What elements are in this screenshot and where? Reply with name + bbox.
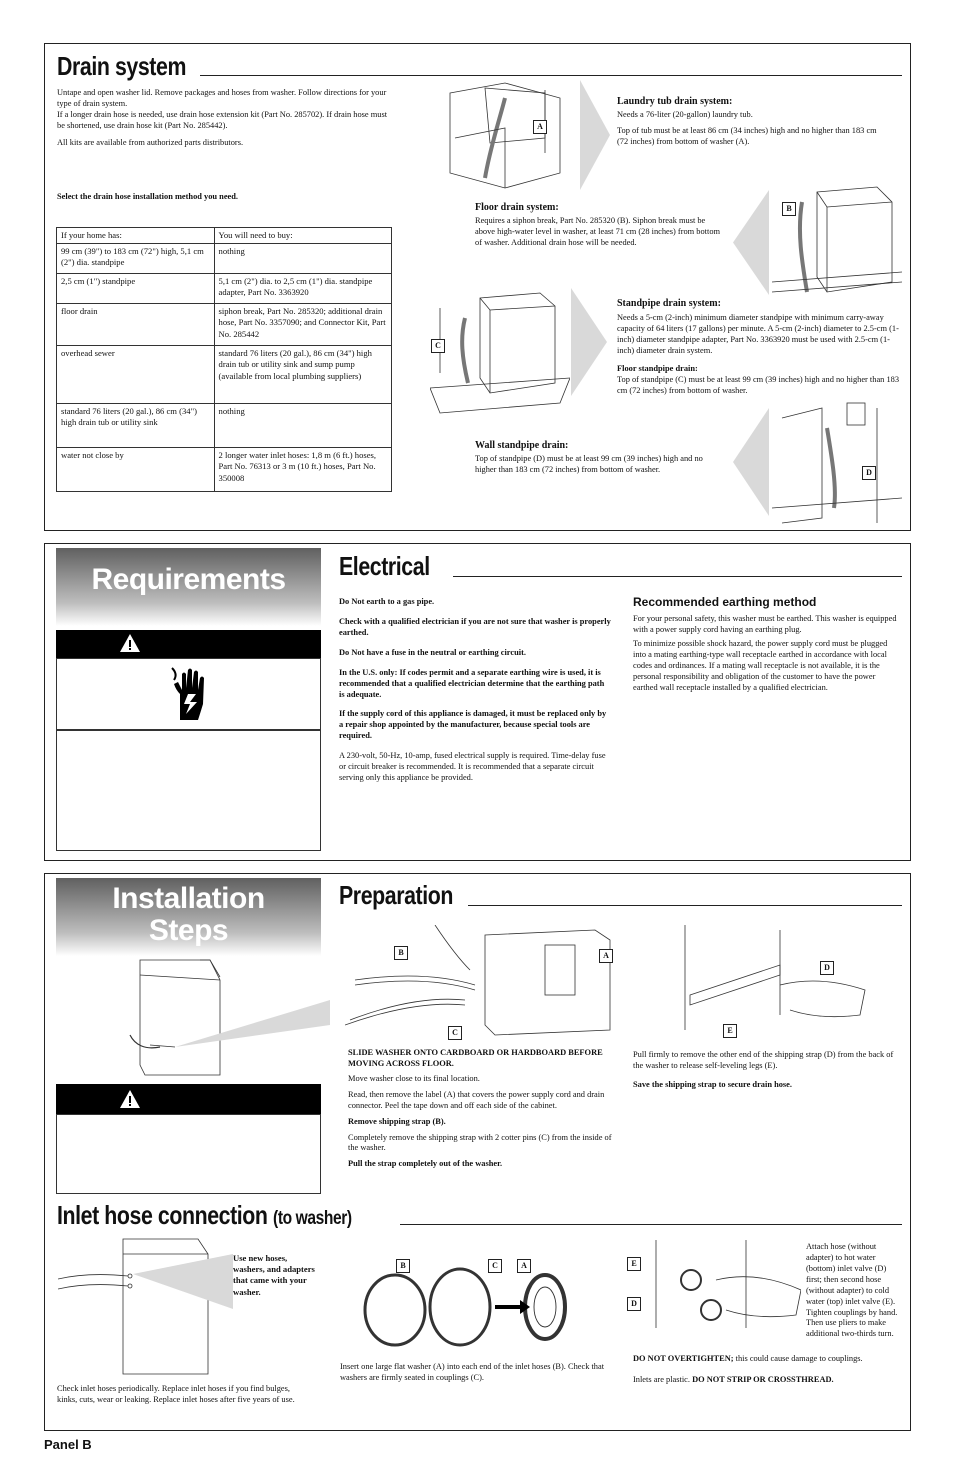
inlet-overtighten-text: this could cause damage to couplings.: [733, 1354, 863, 1363]
preparation-title: Preparation: [339, 880, 453, 910]
table-row: [57, 304, 392, 346]
table-row: [57, 448, 392, 492]
electrical-para-5: If the supply cord of this appliance is damaged, it must be replaced only by a repair shop appointed by the manufacturer, because special tools are required.: [339, 709, 607, 741]
inlet-insert-text: Insert one large flat washer (A) into each end of the inlet hoses (B). Check that washers are firmly seated in couplings (C).: [340, 1362, 605, 1382]
prep-bold-3: Pull the strap completely out of the washer.: [348, 1159, 503, 1169]
electrical-para-2: Check with a qualified electrician if you are not sure that washer is properly earthed.: [339, 616, 611, 637]
inlet-label-c: C: [488, 1259, 502, 1273]
table-cell: water not close by: [57, 448, 215, 492]
inlet-check-text: Check inlet hoses periodically. Replace inlet hoses if you find bulges, kinks, cuts, wear or leaking. Replace inlet hoses after five years of use.: [57, 1384, 295, 1404]
inlet-washer-insert-illustration: [355, 1260, 575, 1355]
floor-standpipe-title: Floor standpipe drain:: [617, 364, 698, 373]
standpipe-title: Standpipe drain system:: [617, 298, 721, 309]
strap-removal-illustration: [670, 920, 870, 1038]
inlet-title-rule: [400, 1224, 902, 1225]
table-cell: nothing: [214, 244, 391, 274]
electrical-supply-text: A 230-volt, 50-Hz, 10-amp, fused electrical supply is required. Time-delay fuse or circuit breaker is recommended. It is recommended that a separate circuit serving only this appliance be provided.: [339, 751, 606, 783]
drain-select-text: Select the drain hose installation method you need.: [57, 192, 238, 201]
label-c: C: [431, 339, 445, 353]
drain-intro-1: Untape and open washer lid. Remove packages and hoses from washer. Follow directions for your type of drain system.: [57, 88, 387, 108]
electrical-para-1: Do Not earth to a gas pipe.: [339, 597, 435, 606]
floor-drain-text: Requires a siphon break, Part No. 285320 (B). Siphon break must be above high-water level in washer, at least 71 cm (28 inches) from bottom of washer. Additional drain hose will be needed.: [475, 216, 721, 247]
recommended-title: Recommended earthing method: [633, 595, 817, 609]
inlet-label-d: D: [627, 1297, 641, 1311]
requirements-banner: [56, 548, 321, 626]
standpipe-text: Needs a 5-cm (2-inch) minimum diameter standpipe with minimum carry-away capacity of 64 liters (17 gallons) per minute. A 5-cm (2-inch) diameter to 2.5-cm (1-inch) diameter standpipe adapter, Part No. 3363920 must be used with 2.5-cm (1-inch) diameter drain system.: [617, 313, 899, 355]
laundry-text-2: Top of tub must be at least 86 cm (34 inches) high and no higher than 183 cm (72 inches) from bottom of washer (A).: [617, 126, 877, 146]
table-cell: nothing: [214, 404, 391, 448]
table-row: [57, 244, 392, 274]
prep-label-b: B: [394, 946, 408, 960]
prep-label-d: D: [820, 961, 834, 975]
inlet-label-b: B: [396, 1259, 410, 1273]
inlet-attach-illustration: [626, 1240, 801, 1328]
warning-box-3: [56, 1114, 321, 1194]
drain-requirements-table: [56, 227, 392, 492]
washer-illustration: [120, 955, 330, 1080]
preparation-title-rule: [468, 905, 902, 906]
prep-text-3: Completely remove the shipping strap with 2 cotter pins (C) from the inside of the washer.: [348, 1132, 612, 1153]
warning-icon-2: [119, 1089, 141, 1113]
inlet-overtighten-line: [633, 1354, 901, 1365]
wall-standpipe-text: Top of standpipe (D) must be at least 99 cm (39 inches) high and no higher than 183 cm (72 inches) from bottom of washer.: [475, 454, 703, 474]
table-cell: standard 76 liters (20 gal.), 86 cm (34") high drain tub or utility sink: [57, 404, 215, 448]
prep-column-right: [633, 1050, 901, 1096]
requirements-banner-text: Requirements: [91, 563, 286, 596]
inlet-washer-illustration: [58, 1234, 233, 1379]
installation-banner: [56, 878, 321, 956]
electrical-title-rule: [453, 576, 902, 577]
inlet-title: [57, 1199, 352, 1233]
drain-title-rule: [200, 75, 902, 76]
prep-bold-1: SLIDE WASHER ONTO CARDBOARD OR HARDBOARD BEFORE MOVING ACROSS FLOOR.: [348, 1048, 603, 1068]
table-cell: standard 76 liters (20 gal.), 86 cm (34") high drain tub or utility sink and sump pump (available from local plumbing suppliers): [214, 346, 391, 404]
prep-label-a: A: [599, 949, 613, 963]
prep-text-4: Pull firmly to remove the other end of the shipping strap (D) from the back of the washer to release self-leveling legs (E).: [633, 1050, 894, 1070]
table-cell: 2 longer water inlet hoses: 1,8 m (6 ft.) hoses, Part No. 76313 or 3 m (10 ft.) hoses, Part No. 350008: [214, 448, 391, 492]
drain-intro-3: All kits are available from authorized parts distributors.: [57, 137, 244, 147]
panel-label: Panel B: [44, 1437, 92, 1452]
prep-label-e: E: [723, 1024, 737, 1038]
prep-column-left: [348, 1048, 616, 1175]
electrical-title: Electrical: [339, 551, 430, 581]
recommended-text-2: To minimize possible shock hazard, the power supply cord must be plugged into a mating earthing-type wall receptacle earthed in accordance with local codes and ordinances. If a mating wall receptacle is not available, it is the personal responsibility and obligation of the customer to have the power earthed wall receptacle installed by a qualified electrician.: [633, 638, 888, 692]
table-cell: siphon break, Part No. 285320; additional drain hose, Part No. 3357090; and Connector Kit, Part No. 285442: [214, 304, 391, 346]
laundry-title: Laundry tub drain system:: [617, 96, 733, 107]
inlet-label-a: A: [517, 1259, 531, 1273]
label-a: A: [533, 120, 547, 134]
warning-bar-2: [56, 1084, 321, 1114]
table-row: [57, 404, 392, 448]
inlet-new-hoses-text: Use new hoses, washers, and adapters that came with your washer.: [233, 1253, 315, 1297]
table-header-cell: You will need to buy:: [214, 228, 391, 244]
drain-intro-2: If a longer drain hose is needed, use drain hose extension kit (Part No. 285702). If drain hose must be shortened, use drain hose kit (Part No. 285442).: [57, 109, 388, 130]
prep-label-c: C: [448, 1026, 462, 1040]
laundry-text-1: Needs a 76-liter (20-gallon) laundry tub.: [617, 110, 753, 119]
warning-bar: [56, 630, 321, 658]
inlet-title-main: Inlet hose connection: [57, 1200, 268, 1230]
shipping-strap-illustration: [345, 925, 620, 1040]
warning-icon: [119, 633, 141, 657]
prep-bold-4: Save the shipping strap to secure drain hose.: [633, 1079, 792, 1089]
table-header-cell: If your home has:: [57, 228, 215, 244]
prep-text-1: Move washer close to its final location.: [348, 1073, 480, 1083]
installation-banner-line-2: Steps: [148, 914, 229, 947]
inlet-label-e: E: [627, 1257, 641, 1271]
inlet-plastic-text: Inlets are plastic.: [633, 1375, 693, 1384]
prep-bold-2: Remove shipping strap (B).: [348, 1116, 446, 1126]
standpipe-illustration: [430, 288, 570, 418]
inlet-plastic-bold: DO NOT STRIP OR CROSSTHREAD.: [692, 1375, 834, 1384]
electrical-para-4: In the U.S. only: If codes permit and a separate earthing wire is used, it is recommended that a qualified electrician determine that the earthing path is adequate.: [339, 667, 605, 699]
wall-standpipe-illustration: [772, 398, 902, 526]
label-d: D: [862, 466, 876, 480]
warning-box-bottom: [56, 730, 321, 851]
laundry-tub-illustration: [445, 78, 575, 193]
installation-banner-line-1: Installation: [112, 882, 265, 915]
table-cell: floor drain: [57, 304, 215, 346]
table-row: [57, 274, 392, 304]
inlet-plastic-line: [633, 1375, 901, 1386]
table-row: [57, 346, 392, 404]
floor-drain-title: Floor drain system:: [475, 202, 559, 213]
floor-standpipe-text: Top of standpipe (C) must be at least 99 cm (39 inches) high and no higher than 183 cm (72 inches) from bottom of washer.: [617, 375, 900, 395]
electric-shock-icon: [170, 664, 214, 726]
inlet-attach-text: Attach hose (without adapter) to hot water (bottom) inlet valve (D) first; then second hose (without adapter) to cold water (top) inlet valve (E). Tighten couplings by hand. Then use pliers to make additional two-thirds turn.: [806, 1242, 898, 1339]
inlet-overtighten-bold: DO NOT OVERTIGHTEN;: [633, 1354, 734, 1363]
wall-standpipe-title: Wall standpipe drain:: [475, 440, 569, 451]
label-b: B: [782, 202, 796, 216]
prep-text-2: Read, then remove the label (A) that covers the power supply cord and drain connector. Peel the tape down and off each side of the cabinet.: [348, 1089, 605, 1110]
table-cell: overhead sewer: [57, 346, 215, 404]
recommended-column: [633, 614, 898, 698]
table-cell: 99 cm (39") to 183 cm (72") high, 5,1 cm (2") dia. standpipe: [57, 244, 215, 274]
drain-intro: [57, 88, 392, 154]
table-cell: 2,5 cm (1") standpipe: [57, 274, 215, 304]
electrical-column: [339, 597, 611, 789]
electrical-para-3: Do Not have a fuse in the neutral or earthing circuit.: [339, 647, 526, 657]
table-cell: 5,1 cm (2") dia. to 2,5 cm (1") dia. standpipe adapter, Part No. 3363920: [214, 274, 391, 304]
drain-title: Drain system: [57, 51, 186, 81]
table-header-row: [57, 228, 392, 244]
inlet-title-suffix: (to washer): [273, 1208, 352, 1229]
recommended-text-1: For your personal safety, this washer must be earthed. This washer is equipped with a power supply cord having an earthing plug.: [633, 614, 897, 634]
floor-drain-illustration: [772, 182, 902, 300]
